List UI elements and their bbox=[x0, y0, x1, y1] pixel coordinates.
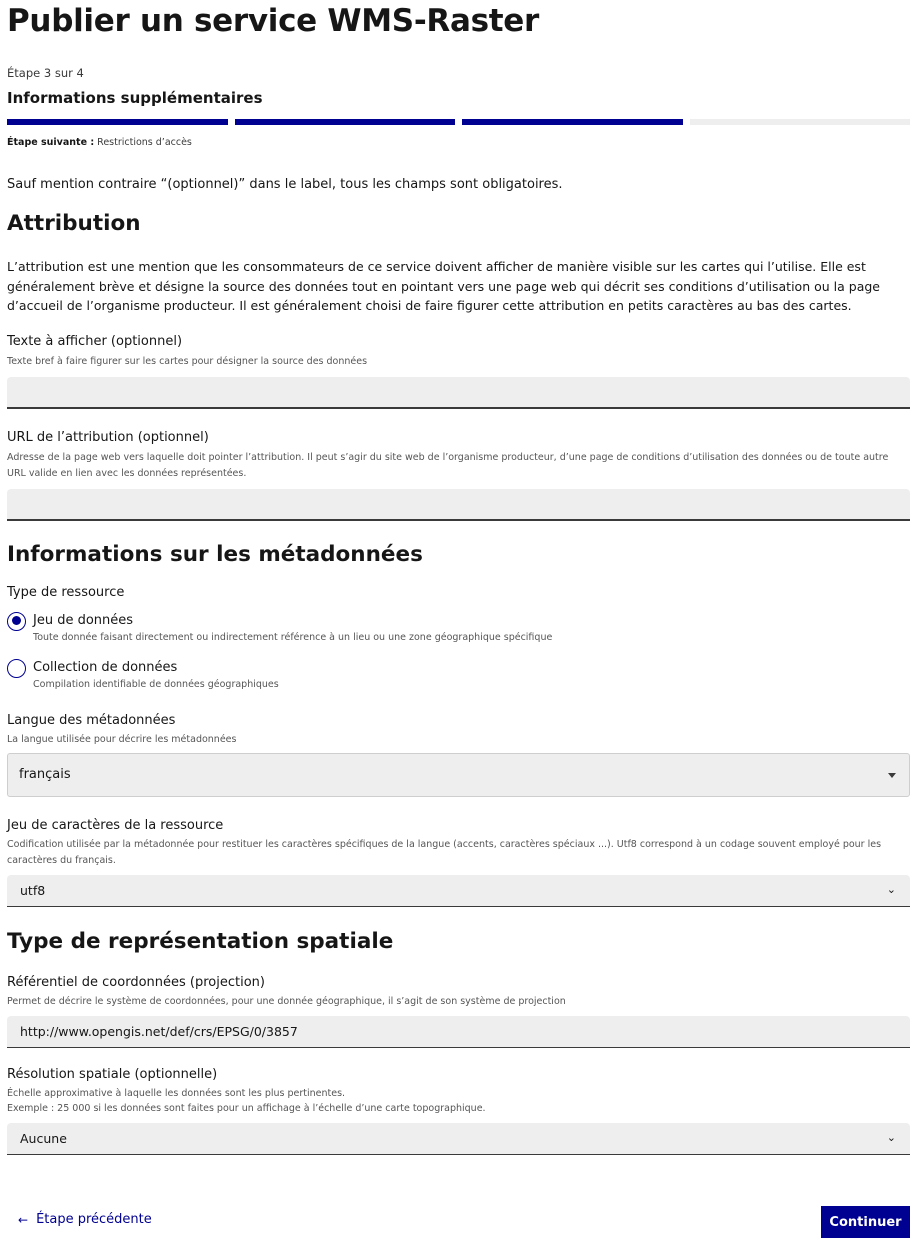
crs-field-group bbox=[7, 975, 910, 1048]
attribution-url-field-group bbox=[7, 430, 910, 521]
chevron-down-icon: ⌄ bbox=[886, 1130, 896, 1144]
language-select-value: français bbox=[19, 767, 71, 782]
radio-hint: Compilation identifiable de données géographiques bbox=[33, 678, 279, 690]
attribution-heading: Attribution bbox=[7, 211, 141, 236]
stepper-segment-3 bbox=[462, 119, 683, 125]
metadata-heading: Informations sur les métadonnées bbox=[7, 541, 423, 567]
resource-type-label: Type de ressource bbox=[7, 584, 125, 600]
page-title: Publier un service WMS-Raster bbox=[7, 3, 539, 39]
next-step-label: Étape suivante : bbox=[7, 137, 95, 148]
resolution-select-value: Aucune bbox=[20, 1130, 67, 1146]
radio-label[interactable]: Jeu de données bbox=[33, 612, 134, 628]
step-count: Étape 3 sur 4 bbox=[7, 66, 84, 80]
next-step-info bbox=[7, 137, 910, 149]
form-footer bbox=[0, 1192, 915, 1243]
step-title: Informations supplémentaires bbox=[7, 89, 263, 107]
resolution-label: Résolution spatiale (optionnelle) bbox=[7, 1066, 218, 1082]
resolution-field-group bbox=[7, 1067, 910, 1155]
radio-collection-de-donnees[interactable] bbox=[7, 659, 910, 693]
spatial-heading: Type de représentation spatiale bbox=[7, 928, 394, 954]
radio-label[interactable]: Collection de données bbox=[33, 659, 178, 675]
attribution-text-hint: Texte bref à faire figurer sur les cartes pour désigner la source des données bbox=[7, 355, 368, 367]
previous-step-label: Étape précédente bbox=[36, 1212, 152, 1227]
charset-hint: Codification utilisée par la métadonnée pour restituer les caractères spécifiques de la langue (accents, caractères spéciaux ...). Utf8 correspond à un codage souvent employé pour les caractères du français. bbox=[7, 838, 882, 866]
attribution-url-label: URL de l’attribution (optionnel) bbox=[7, 429, 209, 445]
mandatory-note: Sauf mention contraire “(optionnel)” dans le label, tous les champs sont obligatoires. bbox=[7, 177, 563, 192]
radio-hint: Toute donnée faisant directement ou indirectement référence à un lieu ou une zone géographique spécifique bbox=[33, 631, 553, 643]
attribution-text-label: Texte à afficher (optionnel) bbox=[7, 333, 183, 349]
resolution-hint-line-1: Échelle approximative à laquelle les données sont les plus pertinentes. bbox=[7, 1087, 346, 1099]
resolution-select[interactable] bbox=[7, 1123, 910, 1155]
stepper-progress bbox=[7, 119, 910, 125]
chevron-down-icon: ⌄ bbox=[886, 882, 896, 896]
language-hint: La langue utilisée pour décrire les métadonnées bbox=[7, 733, 237, 745]
arrow-left-icon: ← bbox=[18, 1212, 29, 1227]
page-content bbox=[0, 2, 915, 1155]
stepper-segment-1 bbox=[7, 119, 228, 125]
next-step-value: Restrictions d’accès bbox=[94, 137, 192, 148]
attribution-description: L’attribution est une mention que les consommateurs de ce service doivent afficher de manière visible sur les cartes qui l’utilise. Elle est généralement brève et désigne la source des données tout en pointant vers une page web qui décrit ses conditions d’utilisation ou la page d’accueil de l’organisme producteur. Il est généralement choisi de faire figurer cette attribution en petits caractères au bas des cartes. bbox=[7, 259, 880, 313]
stepper-segment-2 bbox=[235, 119, 456, 125]
charset-select[interactable] bbox=[7, 875, 910, 907]
crs-hint: Permet de décrire le système de coordonnées, pour une donnée géographique, il s’agit de son système de projection bbox=[7, 995, 566, 1007]
charset-select-value: utf8 bbox=[20, 882, 46, 898]
charset-field-group bbox=[7, 818, 910, 907]
stepper-segment-4 bbox=[690, 119, 911, 125]
language-label: Langue des métadonnées bbox=[7, 712, 176, 728]
attribution-url-hint: Adresse de la page web vers laquelle doit pointer l’attribution. Il peut s’agir du site web de l’organisme producteur, d’une page de conditions d’utilisation des données ou de toute autre URL valide en lien avec les données représentées. bbox=[7, 451, 889, 479]
radio-unchecked-icon[interactable] bbox=[7, 659, 26, 678]
radio-checked-icon[interactable] bbox=[7, 612, 26, 631]
language-field-group bbox=[7, 713, 910, 797]
resolution-hint-line-2: Exemple : 25 000 si les données sont faites pour un affichage à l’échelle d’une carte topographique. bbox=[7, 1102, 486, 1114]
radio-jeu-de-donnees[interactable] bbox=[7, 612, 910, 646]
caret-down-icon bbox=[888, 773, 896, 778]
crs-input[interactable] bbox=[7, 1016, 910, 1048]
attribution-text-input[interactable] bbox=[7, 377, 910, 409]
previous-step-button[interactable] bbox=[18, 1212, 152, 1227]
attribution-url-input[interactable] bbox=[7, 489, 910, 521]
resource-type-group bbox=[7, 585, 910, 693]
continue-button[interactable]: Continuer bbox=[821, 1206, 910, 1238]
attribution-text-field-group bbox=[7, 334, 910, 409]
language-select[interactable] bbox=[7, 753, 910, 797]
charset-label: Jeu de caractères de la ressource bbox=[7, 817, 224, 833]
crs-label: Référentiel de coordonnées (projection) bbox=[7, 974, 265, 990]
